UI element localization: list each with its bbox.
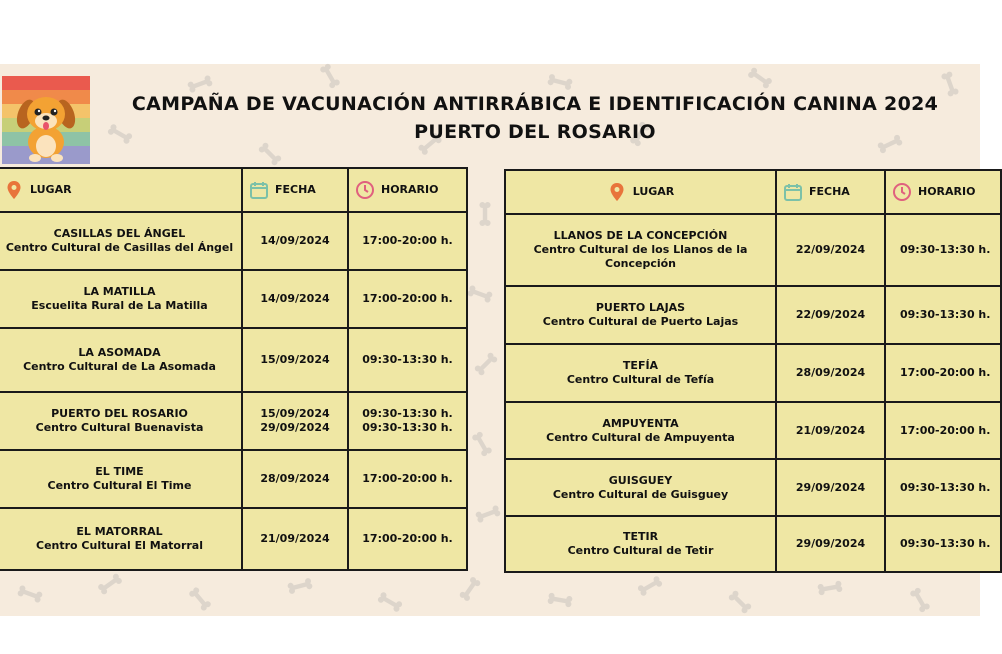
date-cell xyxy=(776,344,885,402)
date-value: 14/09/2024 xyxy=(260,234,330,247)
date-value: 28/09/2024 xyxy=(795,366,866,379)
header-date xyxy=(242,168,348,212)
date-value: 15/09/2024 xyxy=(260,353,330,366)
header-time-label: HORARIO xyxy=(381,183,439,196)
place-cell xyxy=(505,344,776,402)
place-name: LA MATILLA xyxy=(83,285,156,298)
table-row xyxy=(505,459,1001,516)
venue-name: Centro Cultural de los Llanos de la Concepción xyxy=(533,243,748,270)
place-name: PUERTO DEL ROSARIO xyxy=(51,407,188,420)
schedule-table-right xyxy=(504,169,1002,573)
place-name: EL TIME xyxy=(95,465,144,478)
time-value: 17:00-20:00 h. xyxy=(900,366,991,379)
place-name: EL MATORRAL xyxy=(76,525,163,538)
time-value: 17:00-20:00 h. xyxy=(362,532,453,545)
date-value: 15/09/2024 xyxy=(260,407,330,420)
place-name: PUERTO LAJAS xyxy=(595,301,686,314)
date-cell xyxy=(776,214,885,286)
table-row xyxy=(0,212,467,270)
date-cell xyxy=(242,392,348,450)
date-value: 29/09/2024 xyxy=(795,480,866,494)
time-cell xyxy=(348,508,467,570)
table-row xyxy=(0,328,467,392)
venue-name: Centro Cultural de Casillas del Ángel xyxy=(5,241,234,254)
date-value: 29/09/2024 xyxy=(795,537,866,550)
calendar-icon xyxy=(783,182,803,202)
puppy-logo xyxy=(2,76,90,164)
date-value: 21/09/2024 xyxy=(795,423,866,437)
venue-name: Centro Cultural Buenavista xyxy=(35,421,204,434)
place-name: LLANOS DE LA CONCEPCIÓN xyxy=(553,229,728,242)
time-cell xyxy=(348,270,467,328)
date-value: 21/09/2024 xyxy=(260,532,330,545)
time-value: 09:30-13:30 h. xyxy=(362,407,453,420)
header-place-label: LUGAR xyxy=(632,185,675,198)
date-cell xyxy=(242,328,348,392)
place-cell xyxy=(505,286,776,344)
place-cell xyxy=(0,212,242,270)
place-cell xyxy=(0,508,242,570)
table-row xyxy=(0,450,467,508)
table-row xyxy=(0,270,467,328)
time-value: 09:30-13:30 h. xyxy=(362,353,453,366)
time-value: 09:30-13:30 h. xyxy=(362,421,453,434)
date-value: 14/09/2024 xyxy=(260,292,330,305)
table-row xyxy=(505,402,1001,459)
place-cell xyxy=(505,459,776,516)
date-value: 22/09/2024 xyxy=(795,243,866,256)
place-name: AMPUYENTA xyxy=(602,416,679,430)
venue-name: Centro Cultural de Ampuyenta xyxy=(546,430,735,444)
time-cell xyxy=(885,516,1001,572)
header-place-label: LUGAR xyxy=(30,183,72,196)
header-date-label: FECHA xyxy=(809,185,850,198)
date-cell xyxy=(242,212,348,270)
header-time xyxy=(348,168,467,212)
date-cell xyxy=(776,402,885,459)
header-place xyxy=(505,170,776,214)
place-name: TEFÍA xyxy=(622,359,659,372)
time-cell xyxy=(885,286,1001,344)
place-cell xyxy=(0,328,242,392)
table-row xyxy=(505,214,1001,286)
clock-icon xyxy=(355,180,375,200)
date-cell xyxy=(776,459,885,516)
time-value: 09:30-13:30 h. xyxy=(900,308,991,321)
time-value: 09:30-13:30 h. xyxy=(900,537,991,550)
date-cell xyxy=(242,508,348,570)
table-row xyxy=(505,344,1001,402)
place-cell xyxy=(505,214,776,286)
date-cell xyxy=(242,450,348,508)
time-value: 09:30-13:30 h. xyxy=(900,243,991,256)
date-cell xyxy=(776,516,885,572)
header-time-label: HORARIO xyxy=(918,185,976,198)
time-cell xyxy=(885,459,1001,516)
time-cell xyxy=(885,344,1001,402)
poster xyxy=(0,64,991,616)
title-line-1: CAMPAÑA DE VACUNACIÓN ANTIRRÁBICA E IDENTIFICACIÓN CANINA 2024 xyxy=(131,93,939,115)
venue-name: Centro Cultural de Guisguey xyxy=(552,487,729,501)
header-place xyxy=(0,168,242,212)
place-cell xyxy=(0,392,242,450)
place-name: TETIR xyxy=(622,530,659,543)
calendar-icon xyxy=(249,180,269,200)
time-value: 17:00-20:00 h. xyxy=(362,292,453,305)
time-cell xyxy=(348,392,467,450)
time-cell xyxy=(885,214,1001,286)
table-row xyxy=(505,286,1001,344)
place-name: GUISGUEY xyxy=(608,473,673,487)
table-row xyxy=(505,516,1001,572)
table-header-row xyxy=(0,168,467,212)
table-header-row xyxy=(505,170,1001,214)
header-date-label: FECHA xyxy=(275,183,316,196)
venue-name: Centro Cultural de Tefía xyxy=(566,373,715,386)
place-name: LA ASOMADA xyxy=(78,346,161,359)
table-row xyxy=(0,392,467,450)
header-date xyxy=(776,170,885,214)
time-value: 17:00-20:00 h. xyxy=(362,472,453,485)
place-cell xyxy=(505,402,776,459)
place-cell xyxy=(0,270,242,328)
time-cell xyxy=(885,402,1001,459)
time-cell xyxy=(348,328,467,392)
venue-name: Centro Cultural de Puerto Lajas xyxy=(542,315,739,328)
time-value: 09:30-13:30 h. xyxy=(900,480,991,494)
location-pin-icon xyxy=(4,180,24,200)
place-cell xyxy=(0,450,242,508)
date-value: 29/09/2024 xyxy=(260,421,330,434)
date-cell xyxy=(776,286,885,344)
table-row xyxy=(0,508,467,570)
time-value: 17:00-20:00 h. xyxy=(362,234,453,247)
venue-name: Escuelita Rural de La Matilla xyxy=(31,299,208,312)
title-line-2: PUERTO DEL ROSARIO xyxy=(414,121,656,143)
venue-name: Centro Cultural El Time xyxy=(47,479,192,492)
time-cell xyxy=(348,450,467,508)
header-time xyxy=(885,170,1001,214)
location-pin-icon xyxy=(607,182,627,202)
venue-name: Centro Cultural de Tetir xyxy=(567,544,714,557)
date-value: 22/09/2024 xyxy=(795,308,866,321)
venue-name: Centro Cultural de La Asomada xyxy=(23,360,216,373)
time-value: 17:00-20:00 h. xyxy=(900,423,991,437)
date-cell xyxy=(242,270,348,328)
place-name: CASILLAS DEL ÁNGEL xyxy=(53,227,186,240)
date-value: 28/09/2024 xyxy=(260,472,330,485)
clock-icon xyxy=(892,182,912,202)
place-cell xyxy=(505,516,776,572)
venue-name: Centro Cultural El Matorral xyxy=(36,539,203,552)
poster-title xyxy=(90,90,980,146)
time-cell xyxy=(348,212,467,270)
schedule-table-left xyxy=(0,167,468,571)
